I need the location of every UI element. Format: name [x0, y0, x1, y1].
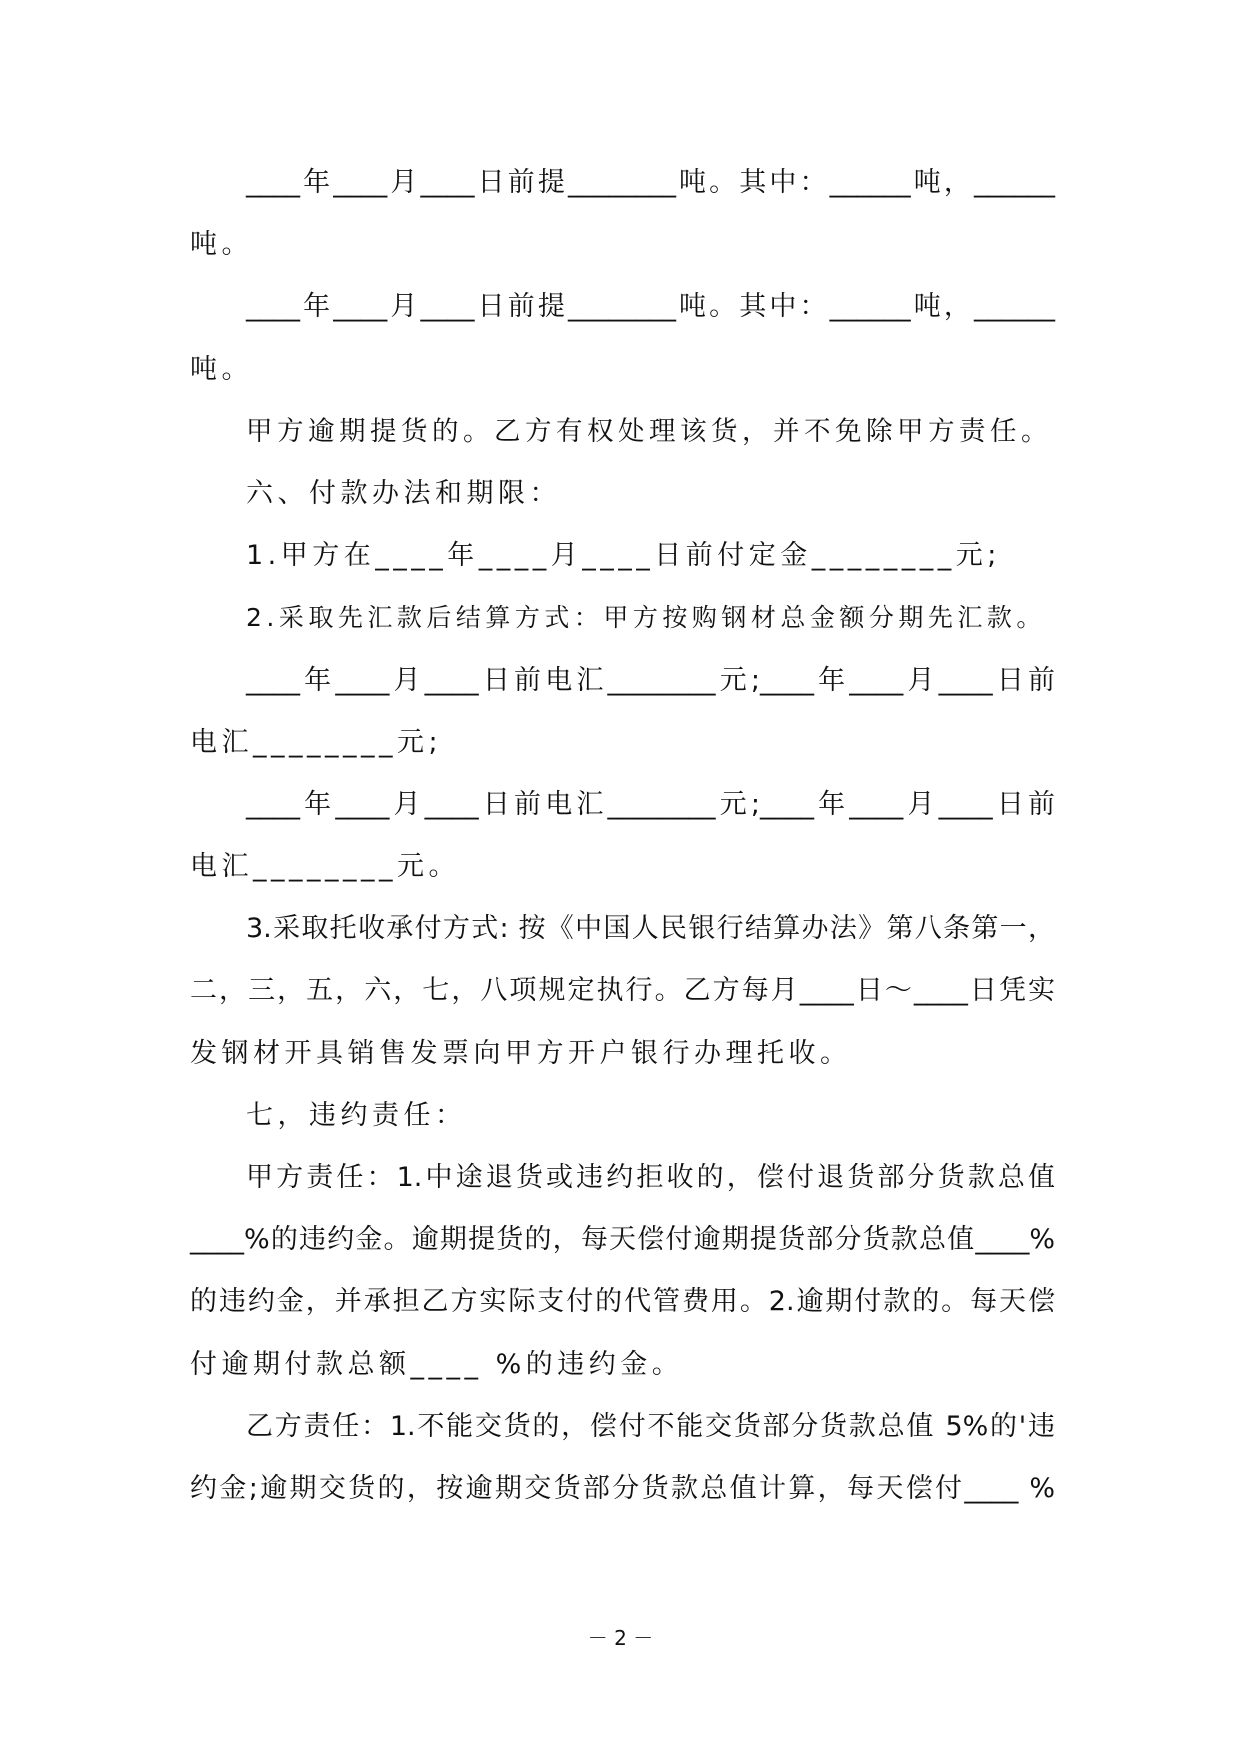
text-line: ____年____月____日前电汇________元;____年____月____日前: [246, 788, 1055, 820]
text-line: 甲方逾期提货的。乙方有权处理该货，并不免除甲方责任。: [246, 415, 1052, 447]
text-line: 甲方责任：1.中途退货或违约拒收的，偿付退货部分货款总值: [246, 1162, 1055, 1193]
text-line: 2.采取先汇款后结算方式：甲方按购钢材总金额分期先汇款。: [246, 603, 1046, 633]
page-number: － 2 －: [587, 1626, 654, 1650]
text-line: 3.采取托收承付方式: 按《中国人民银行结算办法》第八条第一，: [246, 913, 1055, 945]
text-line: 六、付款办法和期限：: [246, 477, 561, 509]
text-line: 的违约金，并承担乙方实际支付的代管费用。2.逾期付款的。每天偿: [190, 1286, 1055, 1318]
text-line: 1.甲方在____年____月____日前付定金________元;: [246, 540, 1001, 572]
text-line: 吨。: [190, 353, 253, 385]
text-line: 乙方责任：1.不能交货的，偿付不能交货部分货款总值 5%的'违: [246, 1410, 1055, 1442]
text-line: ____年____月____日前提________吨。其中：______吨，______: [246, 167, 1055, 198]
text-line: 七，违约责任：: [246, 1099, 467, 1131]
text-line: 付逾期付款总额____ %的违约金。: [190, 1348, 684, 1380]
text-line: ____%的违约金。逾期提货的，每天偿付逾期提货部分货款总值____%: [190, 1224, 1055, 1256]
text-line: ____年____月____日前提________吨。其中：______吨，______: [246, 291, 1055, 323]
text-line: 发钢材开具销售发票向甲方开户银行办理托收。: [190, 1037, 852, 1069]
text-line: 约金;逾期交货的，按逾期交货部分货款总值计算，每天偿付____ %: [190, 1472, 1055, 1504]
text-line: 吨。: [190, 229, 253, 261]
text-line: 电汇________元。: [190, 851, 460, 883]
text-line: 电汇________元;: [190, 726, 443, 758]
text-line: 二，三，五，六，七，八项规定执行。乙方每月____日～____日凭实: [190, 975, 1055, 1007]
contract-body: [190, 152, 1055, 1520]
text-line: ____年____月____日前电汇________元;____年____月____日前: [246, 664, 1055, 696]
